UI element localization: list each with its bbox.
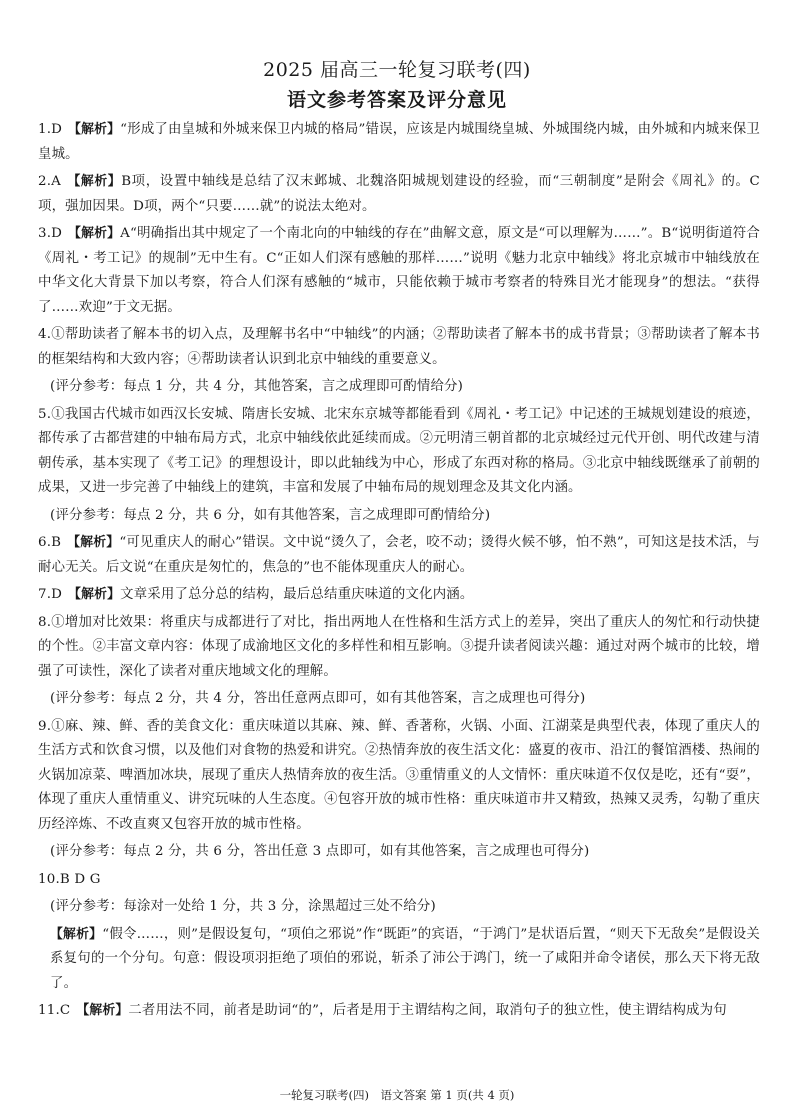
analysis-tag: 【解析】 <box>67 174 122 189</box>
answer-item-3 <box>38 222 760 320</box>
item-number: 3.D <box>38 226 63 241</box>
answer-item-10: 10.B D G <box>38 871 101 887</box>
item-number: 1.D <box>38 122 63 137</box>
analysis-tag: 【解析】 <box>68 226 121 241</box>
document-subtitle: 语文参考答案及评分意见 <box>286 89 507 111</box>
scoring-note-9: (评分参考：每点 2 分，共 6 分，答出任意 3 点即可，如有其他答案，言之成理也可得分) <box>50 844 590 859</box>
answer-item-9: 9.①麻、辣、鲜、香的美食文化：重庆味道以其麻、辣、鲜、香著称，火锅、小面、江湖菜是典型代表，体现了重庆人的生活方式和饮食习惯，以及他们对食物的热爱和讲究。②热情奔放的夜生活文化：盛夏的夜市、沿江的餐馆酒楼、热闹的火锅加凉菜、啤酒加冰块，展现了重庆人热情奔放的夜生活。③重情重义的人文情怀：重庆味道不仅仅是吃，还有“耍”，体现了重庆人重情重义、讲究玩味的人生态度。④包容开放的城市性格：重庆味道市井又精致，热辣又灵秀，勾勒了重庆历经淬炼、不改直爽又包容开放的城市性格。 <box>38 718 760 832</box>
item-number: 2.A <box>38 174 62 189</box>
analysis-tag: 【解析】 <box>76 1003 129 1018</box>
item-text: A“明确指出其中规定了一个南北向的中轴线的存在”曲解文意，原文是“可以理解为……”。B“说明街道符合《周礼・考工记》的规制”无中生有。C“正如人们深有感触的那样……”说明《魅力北京中轴线》将北京城市中轴线放在中华文化大背景下加以考察，符合人们深有感触的“城市，只能依赖于城市考察者的特殊目光才能现身”的想法。“获得了……欢迎”于文无据。 <box>38 226 760 315</box>
answer-list <box>38 118 760 1027</box>
analysis-10 <box>38 923 760 997</box>
item-text: “假令……，则”是假设复句，“项伯之邪说”作“既距”的宾语，“于鸿门”是状语后置，“则天下无敌矣”是假设关系复句的一个分句。句意：假设项羽拒绝了项伯的邪说，斩杀了沛公于鸿门，统一了咸阳并命令诸侯，那么天下将无敌了。 <box>50 926 760 991</box>
item-number: 7.D <box>38 587 63 602</box>
analysis-tag: 【解析】 <box>67 535 120 550</box>
document-title: 2025 届高三一轮复习联考(四) <box>263 59 531 81</box>
page-footer: 一轮复习联考(四) 语文答案 第 1 页(共 4 页) <box>279 1088 515 1102</box>
answer-item-11 <box>38 999 760 1024</box>
scoring-note-10: (评分参考：每涂对一处给 1 分，共 3 分，涂黑超过三处不给分) <box>50 899 436 914</box>
item-text: “形成了由皇城和外城来保卫内城的格局”错误，应该是内城围绕皇城、外城围绕内城，由外城和内城来保卫皇城。 <box>38 122 760 162</box>
answer-item-2 <box>38 170 760 219</box>
answer-item-4: 4.①帮助读者了解本书的切入点，及理解书名中“中轴线”的内涵；②帮助读者了解本书的成书背景；③帮助读者了解本书的框架结构和大致内容；④帮助读者认识到北京中轴线的重要意义。 <box>38 327 760 367</box>
item-text: 文章采用了总分总的结构，最后总结重庆味道的文化内涵。 <box>120 587 474 602</box>
answer-item-6 <box>38 531 760 580</box>
scoring-note-5: (评分参考：每点 2 分，共 6 分，如有其他答案，言之成理即可酌情给分) <box>50 507 491 523</box>
analysis-tag: 【解析】 <box>50 926 103 942</box>
item-number: 11.C <box>38 1003 71 1018</box>
answer-item-1 <box>38 118 760 167</box>
scoring-note-8: (评分参考：每点 2 分，共 4 分，答出任意两点即可，如有其他答案，言之成理也可得分) <box>50 691 586 706</box>
answer-item-8: 8.①增加对比效果：将重庆与成都进行了对比，指出两地人在性格和生活方式上的差异，突出了重庆人的匆忙和行动快捷的个性。②丰富文章内容：体现了成渝地区文化的多样性和相互影响。③提升读者阅读兴趣：通过对两个城市的比较，增强了可读性，深化了读者对重庆地域文化的理解。 <box>38 614 760 679</box>
answer-item-5: 5.①我国古代城市如西汉长安城、隋唐长安城、北宋东京城等都能看到《周礼・考工记》中记述的王城规划建设的痕迹，都传承了古都营建的中轴布局方式，北京中轴线依此延续而成。②元明清三朝首都的北京城经过元代开创、明代改建与清朝传承，基本实现了《考工记》的理想设计，即以此轴线为中心，形成了东西对称的格局。③北京中轴线既继承了前朝的成果，又进一步完善了中轴线上的建筑，丰富和发展了中轴布局的规划理念及其文化内涵。 <box>38 406 760 495</box>
scoring-note-4: (评分参考：每点 1 分，共 4 分，其他答案，言之成理即可酌情给分) <box>50 379 464 394</box>
item-text: 二者用法不同，前者是助词“的”，后者是用于主谓结构之间，取消句子的独立性，使主谓结构成为句 <box>128 1003 727 1018</box>
item-text: B项，设置中轴线是总结了汉末邺城、北魏洛阳城规划建设的经验，而“三朝制度”是附会《周礼》的。C项，强加因果。D项，两个“只要……就”的说法太绝对。 <box>38 174 760 214</box>
answer-item-7 <box>38 583 760 608</box>
item-number: 6.B <box>38 535 62 550</box>
analysis-tag: 【解析】 <box>68 587 121 602</box>
item-text: “可见重庆人的耐心”错误。文中说“烫久了，会老，咬不动；烫得火候不够，怕不熟”，可知这是技术活，与耐心无关。后文说“在重庆是匆忙的，焦急的”也不能体现重庆人的耐心。 <box>38 535 760 575</box>
analysis-tag: 【解析】 <box>68 122 121 137</box>
